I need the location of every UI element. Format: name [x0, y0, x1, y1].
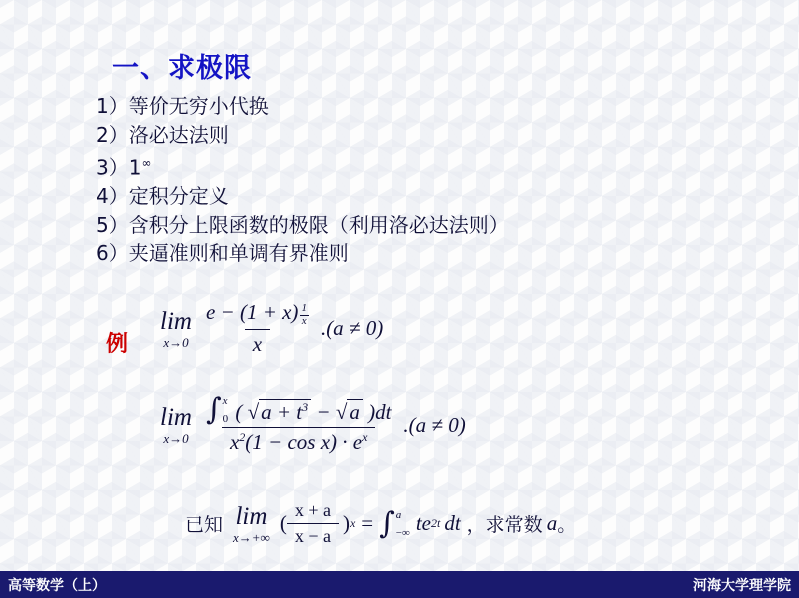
exponent-numerator: 1	[301, 302, 307, 314]
formula-1	[160, 300, 383, 357]
formula-2	[160, 392, 466, 455]
limit-subscript: x→0	[163, 431, 189, 446]
integral-limits	[223, 395, 229, 425]
differential: dt	[444, 511, 461, 535]
formula-3-suffix: ，求常数	[466, 514, 543, 536]
fraction	[198, 392, 399, 455]
limit-operator	[160, 405, 192, 445]
integral-lower-limit: 0	[222, 413, 229, 425]
paren-close: )	[342, 511, 350, 535]
footer-institution: 河海大学理学院	[693, 578, 791, 594]
integral-symbol	[205, 392, 229, 427]
fraction-denominator: x − a	[287, 523, 339, 547]
numerator-text: e − (1 + x)	[205, 300, 299, 324]
limit-subscript: x→0	[163, 334, 189, 350]
footer-bar	[0, 571, 799, 598]
limit-operator	[160, 309, 192, 349]
denominator-rest: (1 − cos x) · e	[245, 430, 363, 454]
radical-2-body: a	[347, 399, 363, 424]
list-item: 4）定积分定义	[96, 184, 229, 209]
exponent-denominator: x	[301, 314, 307, 327]
denominator-x: x	[229, 430, 240, 454]
list-item: 1）等价无穷小代换	[96, 94, 269, 118]
radical-1-exponent: 3	[302, 400, 309, 414]
integral-upper-limit: x	[222, 395, 228, 407]
formula-3-variable: a	[546, 511, 558, 535]
list-item-superscript: ∞	[141, 156, 152, 170]
list-item-text: 3）1	[96, 155, 142, 180]
numerator-close: )dt	[368, 400, 392, 424]
numerator-minus: −	[316, 400, 331, 424]
limit-op-text: lim	[235, 502, 268, 530]
fraction-numerator: x + a	[294, 500, 331, 520]
fraction-denominator	[222, 427, 375, 455]
formula-tail: .(a ≠ 0)	[403, 412, 466, 437]
page-title: 一、求极限	[112, 53, 252, 84]
denominator-exponent-2: x	[362, 430, 368, 444]
fraction-denominator: x	[245, 329, 270, 357]
radical-1: $√a + t^3$	[248, 399, 312, 424]
integral-symbol	[379, 505, 410, 541]
footer-course-title: 高等数学（上）	[8, 578, 106, 594]
integrand: te	[415, 511, 431, 535]
integral-lower-limit: −∞	[395, 526, 410, 539]
limit-subscript: x→+∞	[233, 529, 270, 545]
paren-open: (	[279, 511, 287, 535]
limit-op-text: lim	[160, 307, 192, 335]
exponent-fraction	[299, 303, 309, 327]
limit-op-text: lim	[160, 404, 192, 431]
formula-3	[185, 500, 576, 547]
topic-list	[96, 92, 509, 268]
fraction	[287, 500, 339, 547]
integrand-exponent: 2t	[430, 516, 441, 530]
paren-exponent: x	[349, 516, 356, 530]
integral-upper-limit: a	[395, 508, 402, 521]
fraction	[198, 300, 317, 357]
denominator-exponent: 2	[239, 430, 246, 444]
integral-limits	[396, 509, 410, 539]
radical-1-text: a + t	[261, 400, 303, 424]
formula-tail: .(a ≠ 0)	[320, 316, 384, 341]
radical-1-body	[259, 399, 311, 424]
list-item	[96, 149, 509, 182]
formula-3-suffix-end: 。	[557, 514, 577, 536]
list-item: 6）夹逼准则和单调有界准则	[96, 241, 349, 266]
equals-sign: =	[361, 511, 374, 535]
list-item: 2）洛必达法则	[96, 122, 229, 147]
radical-2: √a	[336, 399, 363, 424]
limit-operator	[233, 504, 270, 544]
fraction-numerator	[198, 300, 317, 329]
integral-glyph: ∫	[205, 392, 222, 427]
example-label: 例	[106, 332, 129, 357]
fraction-numerator	[198, 392, 399, 427]
list-item: 5）含积分上限函数的极限（利用洛必达法则）	[96, 212, 509, 237]
integral-glyph: ∫	[379, 505, 395, 541]
formula-3-prefix: 已知	[185, 514, 224, 536]
numerator-open-paren: (	[235, 400, 243, 424]
